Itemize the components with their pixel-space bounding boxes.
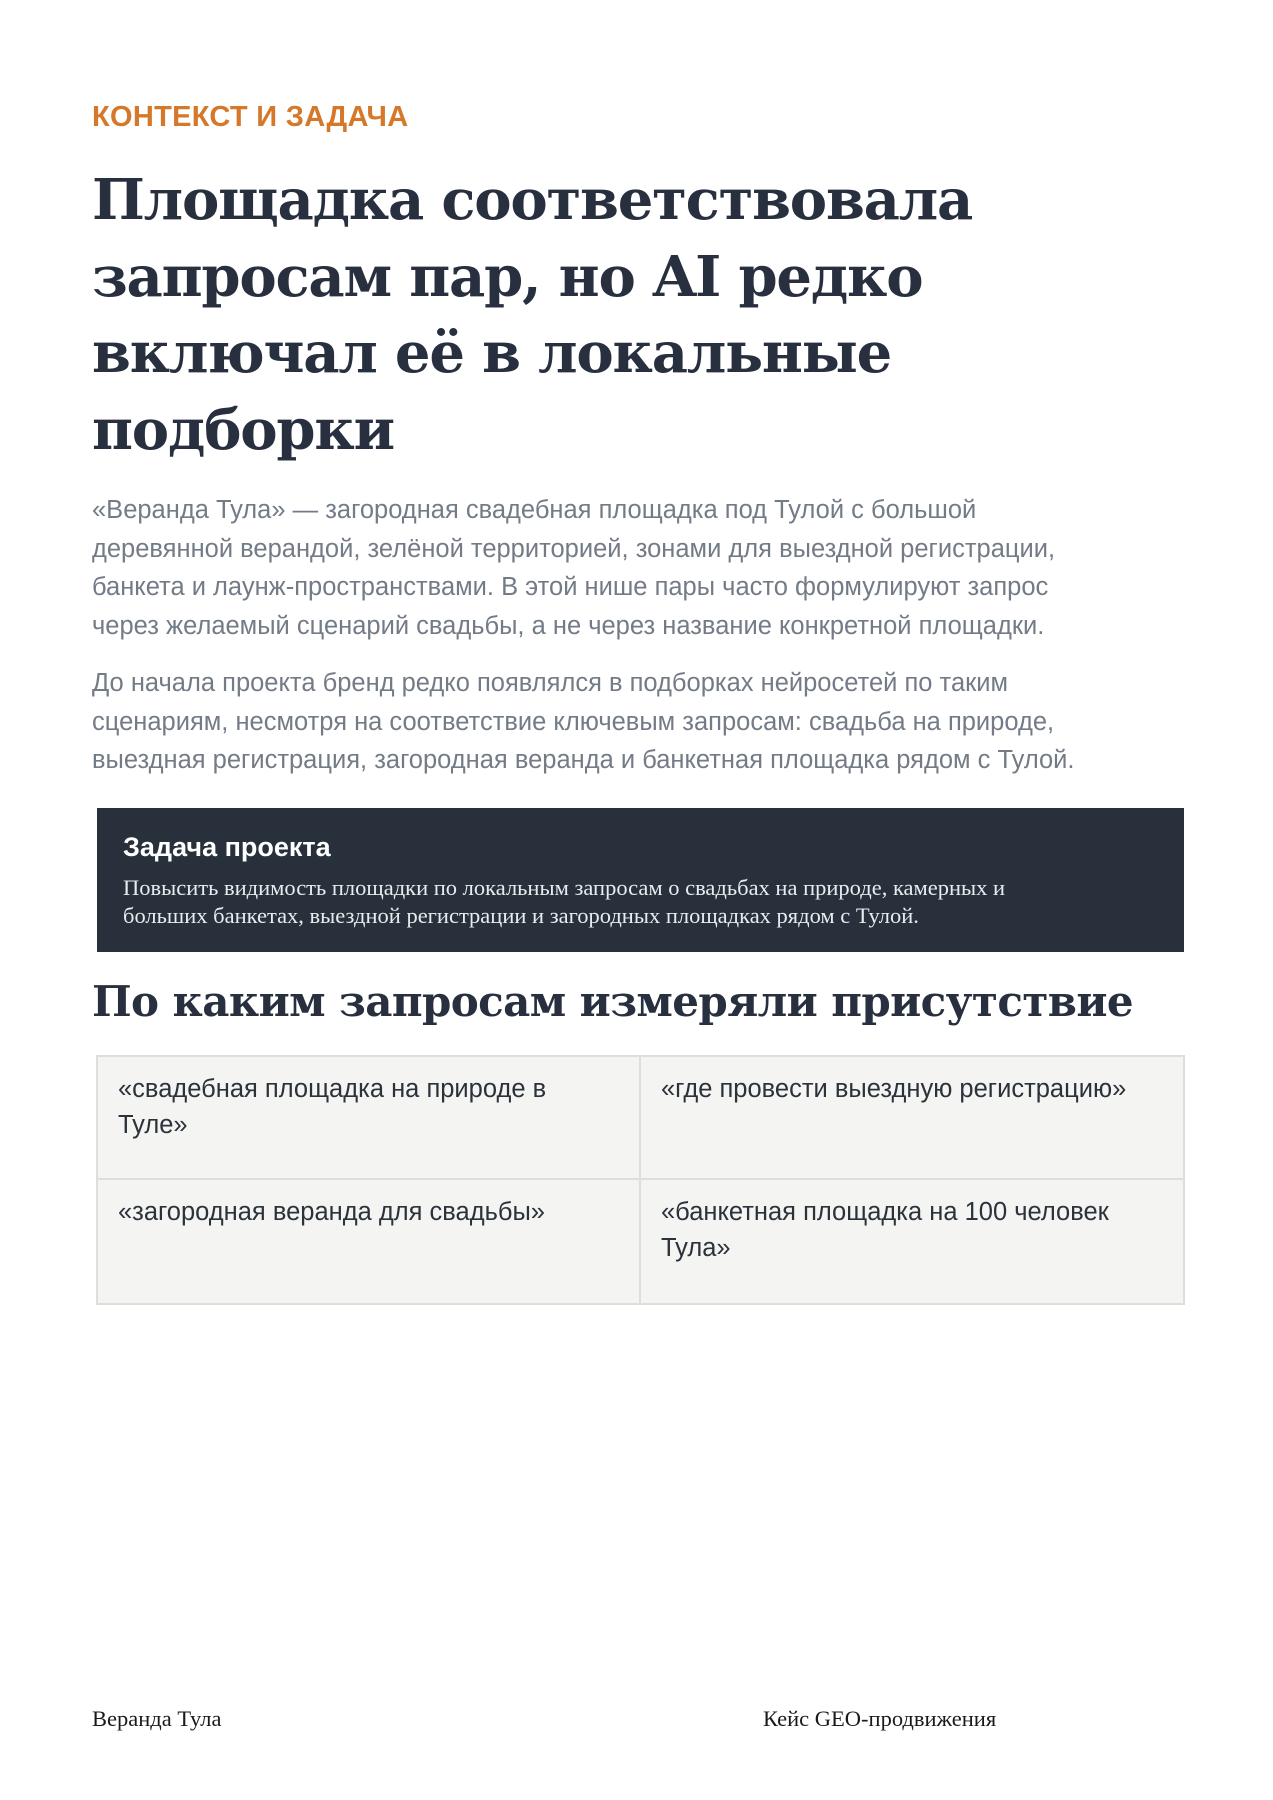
- footer-document-title: Кейс GEO-продвижения: [763, 1706, 997, 1731]
- paragraph-line: выездная регистрация, загородная веранда и банкетная площадка рядом с Тулой.: [92, 746, 1075, 774]
- paragraph-line: банкета и лаунж-пространствами. В этой нише пары часто формулируют запрос: [92, 573, 1049, 601]
- footer-brand: Веранда Тула: [92, 1706, 222, 1731]
- task-description-line: больших банкетах, выездной регистрации и загородных площадках рядом с Тулой.: [123, 903, 919, 928]
- queries-table: [96, 1055, 1185, 1305]
- query-cell: [98, 1180, 641, 1303]
- query-text-line: «где провести выездную регистрацию»: [661, 1075, 1127, 1103]
- paragraph-line: сценариям, несмотря на соответствие ключевым запросам: свадьба на природе,: [92, 707, 1055, 736]
- query-text-line: «загородная веранда для свадьбы»: [118, 1198, 545, 1226]
- task-description: [123, 874, 1163, 930]
- query-cell: [641, 1180, 1183, 1303]
- page-title-line: Площадка соответствовала: [92, 167, 973, 233]
- intro-paragraph: [92, 491, 1192, 645]
- context-paragraph: [92, 664, 1192, 780]
- query-text-line: Тула»: [661, 1234, 731, 1262]
- paragraph-line: через желаемый сценарий свадьбы, а не через название конкретной площадки.: [92, 611, 1045, 640]
- query-text-line: «банкетная площадка на 100 человек: [661, 1198, 1109, 1226]
- page-title-line: подборки: [92, 396, 394, 463]
- query-text-line: Туле»: [118, 1111, 188, 1139]
- page-title-line: запросам пар, но AI редко: [92, 243, 923, 310]
- query-text-line: «свадебная площадка на природе в: [118, 1075, 547, 1103]
- query-cell: [641, 1057, 1183, 1180]
- project-task-callout: [97, 808, 1184, 952]
- queries-heading: По каким запросам измеряли присутствие: [92, 977, 1134, 1026]
- task-title: Задача проекта: [123, 832, 331, 862]
- section-eyebrow: КОНТЕКСТ И ЗАДАЧА: [92, 101, 409, 133]
- page-title: [92, 162, 1192, 468]
- paragraph-line: «Веранда Тула» — загородная свадебная площадка под Тулой с большой: [92, 496, 977, 524]
- page-title-line: включал её в локальные: [92, 320, 892, 386]
- paragraph-line: До начала проекта бренд редко появлялся в подборках нейросетей по таким: [92, 669, 1009, 697]
- task-description-line: Повысить видимость площадки по локальным запросам о свадьбах на природе, камерных и: [123, 875, 1006, 900]
- paragraph-line: деревянной верандой, зелёной территорией, зонами для выездной регистрации,: [92, 534, 1056, 563]
- query-cell: [98, 1057, 641, 1180]
